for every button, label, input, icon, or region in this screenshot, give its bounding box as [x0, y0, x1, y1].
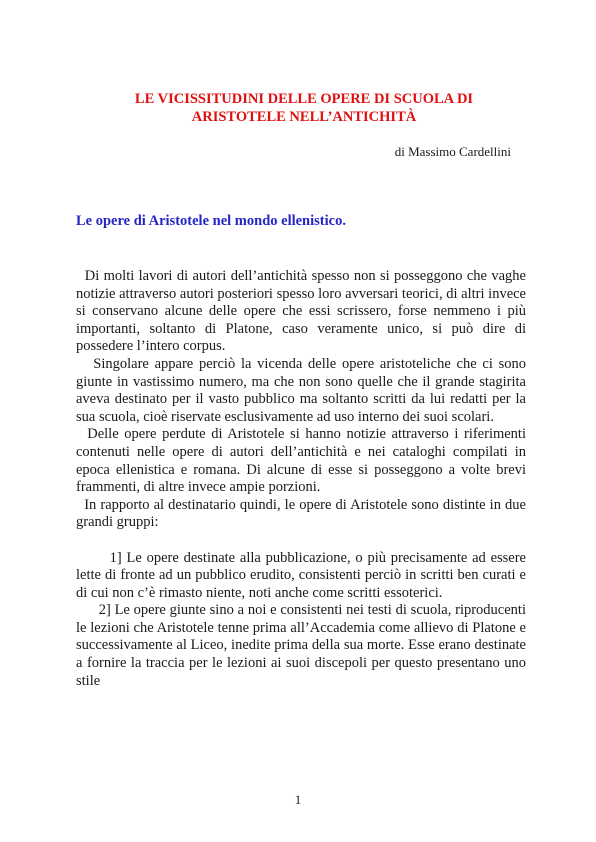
- page-number: 1: [294, 792, 302, 807]
- paragraph-3: Delle opere perdute di Aristotele si hanno notizie attraverso i riferimenti contenuti nelle opere di autori dell’antichità e nei cataloghi compilati in epoca ellenistica e romana. Di alcune di esse si posseggono a volte brevi frammenti, di altre invece ampie porzioni.: [76, 426, 526, 496]
- paragraph-1: Di molti lavori di autori dell’antichità spesso non si posseggono che vaghe notizie attraverso autori posteriori spesso loro avversari teorici, di altri invece si conservano alcune delle opere che essi scrissero, forse nemmeno i più importanti, soltanto di Platone, caso veramente unico, si può dire di possedere l’intero corpus.: [76, 268, 526, 355]
- author-line: di Massimo Cardellini: [394, 144, 511, 159]
- paragraph-4: In rapporto al destinatario quindi, le opere di Aristotele sono distinte in due grandi gruppi:: [76, 496, 526, 531]
- paragraph-2: Singolare appare perciò la vicenda delle opere aristoteliche che ci sono giunte in vastissimo numero, ma che non sono quelle che il grande stagirita aveva destinato per il vasto pubblico ma soltanto scritti da lui redatti per la sua scuola, cioè riservate esclusivamente ad uso interno dei suoi scolari.: [76, 355, 526, 425]
- title-line-2: ARISTOTELE NELL’ANTICHITÀ: [191, 109, 417, 125]
- list-item-2: 2] Le opere giunte sino a noi e consistenti nei testi di scuola, riproducenti le lezioni che Aristotele tenne prima all’Accademia come allievo di Platone e successivamente al Liceo, inedite prima della sua morte. Esse erano destinate a fornire la traccia per le lezioni ai suoi discepoli per questo presentano uno stile: [76, 602, 526, 689]
- document-title: [70, 90, 538, 126]
- list-item-1: 1] Le opere destinate alla pubblicazione, o più precisamente ad essere lette di fronte ad un pubblico erudito, consistenti perciò in scritti ben curati e di cui non c’è rimasto niente, noti anche come scritti essoterici.: [76, 549, 526, 601]
- body-text: [76, 268, 526, 690]
- section-heading: Le opere di Aristotele nel mondo ellenistico.: [76, 213, 346, 229]
- title-line-1: LE VICISSITUDINI DELLE OPERE DI SCUOLA DI: [134, 91, 474, 107]
